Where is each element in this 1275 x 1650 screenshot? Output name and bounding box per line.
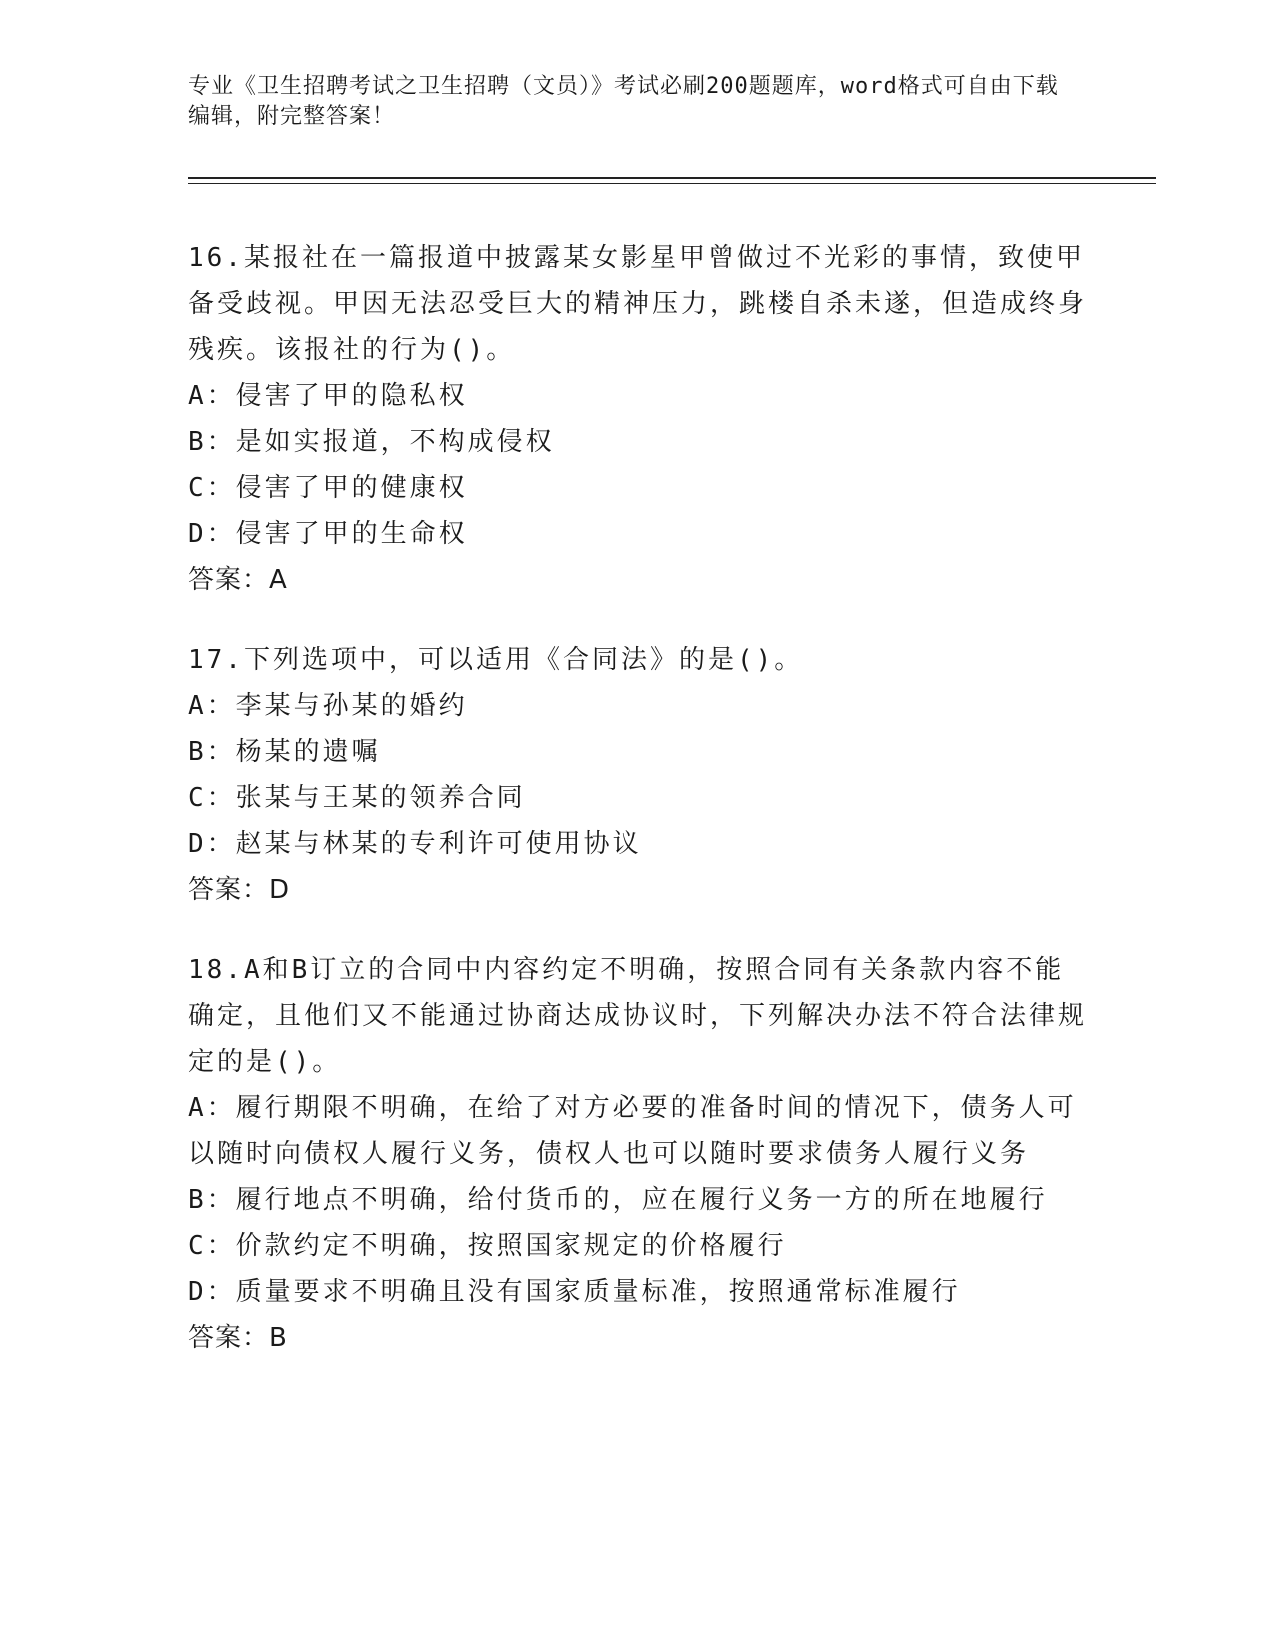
question-stem: 18.A和B订立的合同中内容约定不明确，按照合同有关条款内容不能确定，且他们又不能通过协商达成协议时，下列解决办法不符合法律规定的是()。	[188, 955, 1088, 1077]
option-a: A：履行期限不明确，在给了对方必要的准备时间的情况下，债务人可以随时向债权人履行义务，债权人也可以随时要求债务人履行义务	[188, 1093, 1077, 1169]
option-a: A：侵害了甲的隐私权	[188, 381, 468, 411]
option-a: A：李某与孙某的婚约	[188, 691, 468, 721]
header-divider-thick	[188, 177, 1156, 179]
option-c: C：张某与王某的领养合同	[188, 783, 526, 813]
option-c: C：价款约定不明确，按照国家规定的价格履行	[188, 1231, 787, 1261]
option-d: D：侵害了甲的生命权	[188, 519, 468, 549]
option-b: B：杨某的遗嘱	[188, 737, 381, 767]
option-d: D：赵某与林某的专利许可使用协议	[188, 829, 642, 859]
option-b: B：是如实报道，不构成侵权	[188, 427, 555, 457]
option-c: C：侵害了甲的健康权	[188, 473, 468, 503]
answer-line: 答案：D	[188, 875, 291, 905]
question-18	[188, 947, 1088, 1361]
question-17	[188, 637, 1088, 913]
answer-line: 答案：A	[188, 565, 288, 595]
answer-line: 答案：B	[188, 1323, 288, 1353]
question-16	[188, 235, 1088, 603]
question-stem: 16.某报社在一篇报道中披露某女影星甲曾做过不光彩的事情，致使甲备受歧视。甲因无法忍受巨大的精神压力，跳楼自杀未遂，但造成终身残疾。该报社的行为()。	[188, 243, 1088, 365]
option-b: B：履行地点不明确，给付货币的，应在履行义务一方的所在地履行	[188, 1185, 1048, 1215]
option-d: D：质量要求不明确且没有国家质量标准，按照通常标准履行	[188, 1277, 961, 1307]
header-divider-thin	[188, 183, 1156, 184]
document-header: 专业《卫生招聘考试之卫生招聘（文员）》考试必刷200题题库，word格式可自由下载编辑，附完整答案！	[188, 74, 1059, 129]
question-stem: 17.下列选项中，可以适用《合同法》的是()。	[188, 645, 804, 675]
question-list	[188, 235, 1088, 1395]
